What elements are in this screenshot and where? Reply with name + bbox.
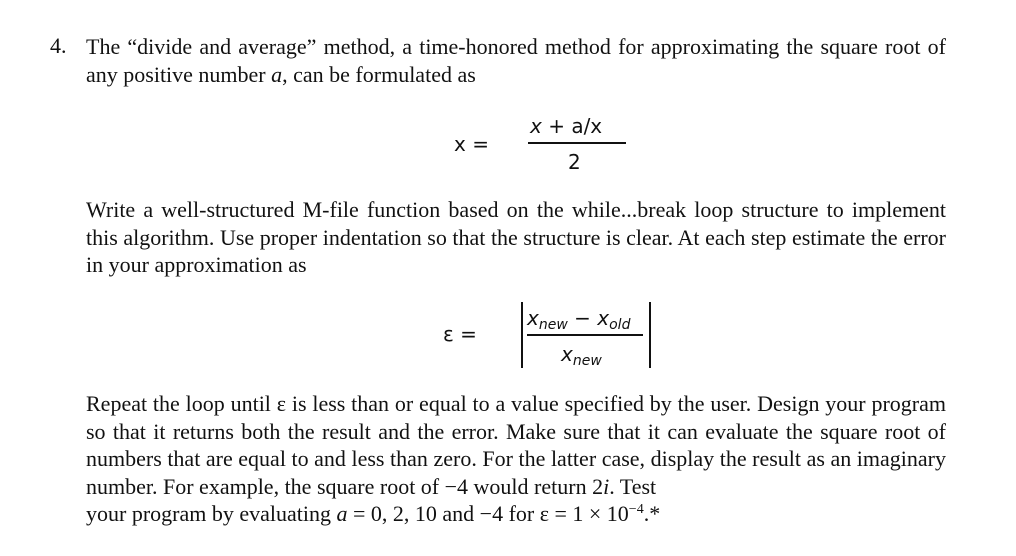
equation2-denominator xyxy=(561,342,602,369)
last-line-exponent: −4 xyxy=(628,502,644,517)
equation2-fraction-bar xyxy=(527,334,643,336)
equation1-fraction-bar xyxy=(528,142,626,144)
instructions-last-line xyxy=(86,500,946,528)
abs-bar-right xyxy=(649,302,651,368)
equation1-numer-x: x xyxy=(530,114,542,138)
equation2-numer-sub1: new xyxy=(538,317,568,333)
equation2-denom-sub: new xyxy=(572,353,602,369)
equation2-lhs: ε = xyxy=(443,322,477,346)
last-line-text-c: .* xyxy=(643,501,661,526)
equation1-numer-rest: + a/x xyxy=(541,114,603,138)
last-line-text-b: = 0, 2, 10 and −4 for ε = 1 × 10 xyxy=(347,501,629,526)
task-text: Write a well-structured M-file function based on the while...break loop structure to implement this algorithm. Use proper indentation so that the structure is clear. At each step estimate the error in your approximation as xyxy=(86,197,946,277)
intro-var-a: a xyxy=(271,61,283,87)
problem-number: 4. xyxy=(50,33,67,58)
equation2-numer-x1: x xyxy=(527,306,539,330)
equation2-denom-x: x xyxy=(561,342,573,366)
last-line-text-a: your program by evaluating xyxy=(86,501,337,526)
instructions-var-i: i xyxy=(603,473,610,499)
paragraph-intro xyxy=(86,33,946,88)
intro-text-b: , can be formulated as xyxy=(282,61,476,87)
paragraph-task xyxy=(86,196,946,279)
equation-error xyxy=(443,300,683,372)
abs-bar-left xyxy=(521,302,523,368)
instructions-text-a: Repeat the loop until ε is less than or equal to a value specified by the user. Design your program so that it returns both the result and the error. Make sure that it can evaluate the square root of numbers that are equal to and less than zero. For the latter case, display the result as an imaginary number. For example, the square root of −4 would return 2 xyxy=(86,391,946,499)
equation2-numer-sub2: old xyxy=(609,317,631,333)
equation-divide-average xyxy=(450,112,650,176)
paragraph-instructions xyxy=(86,390,946,528)
equation2-minus: − xyxy=(567,306,598,330)
problem-4 xyxy=(50,0,950,556)
equation1-lhs: x = xyxy=(454,132,489,156)
equation2-numerator xyxy=(527,306,631,333)
equation2-numer-x2: x xyxy=(597,306,610,330)
intro-text-a: The “divide and average” method, a time-honored method for approximating the square root of any positive number xyxy=(86,34,946,87)
equation1-denominator: 2 xyxy=(568,150,581,174)
instructions-text-b: . Test xyxy=(609,473,657,499)
last-line-var-a: a xyxy=(336,501,348,526)
equation1-numerator xyxy=(530,114,602,138)
